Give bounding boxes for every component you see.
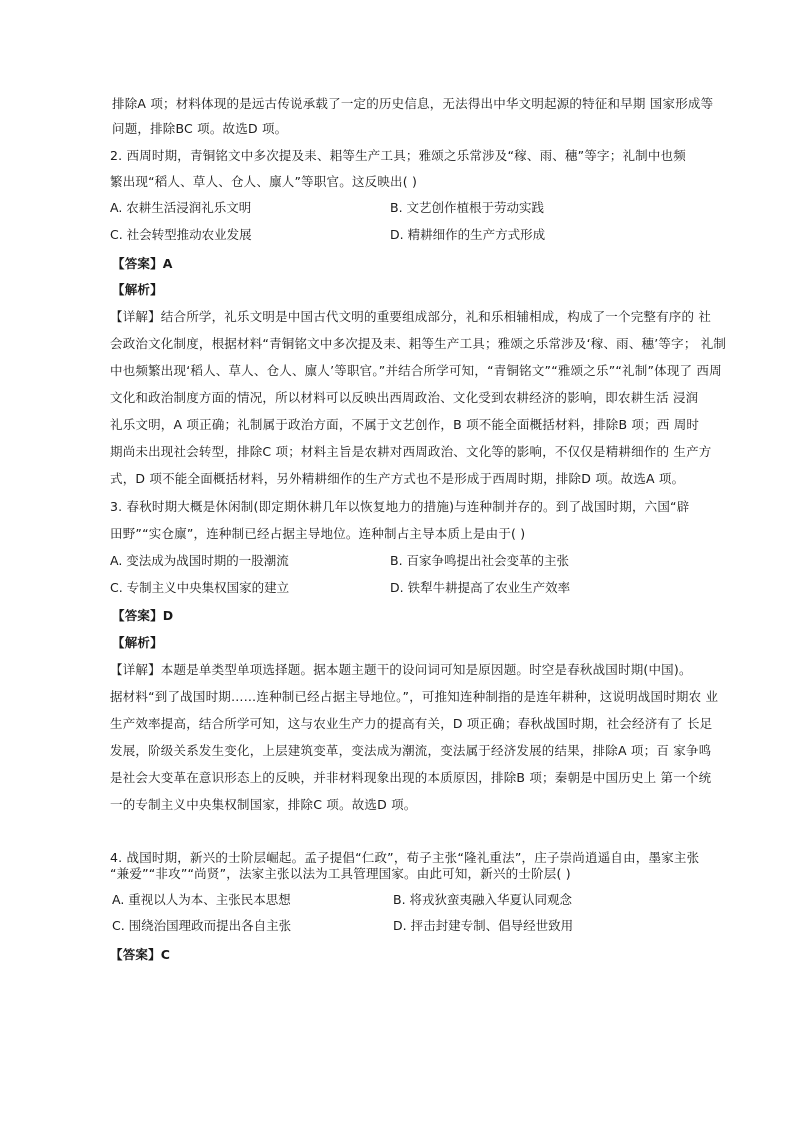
q4-stem-line-1: 4. 战国时期，新兴的士阶层崛起。孟子提倡“仁政”，荀子主张“隆礼重法”，庄子崇尚逍遥自由，墨家主张	[110, 850, 700, 865]
q3-option-a: A. 变法成为战国时期的一股潮流	[110, 553, 289, 568]
q3-detail-line-6: 一的专制主义中央集权制国家，排除C 项。故选D 项。	[110, 797, 417, 812]
q4-option-b: B. 将戎狄蛮夷融入华夏认同观念	[393, 892, 573, 907]
q2-detail-line-1: 【详解】结合所学，礼乐文明是中国古代文明的重要组成部分，礼和乐相辅相成，构成了一个完整有序的 社	[110, 309, 712, 324]
q2-detail-line-4: 文化和政治制度方面的情况，所以材料可以反映出西周政治、文化受到农耕经济的影响，即农耕生活 浸润	[110, 390, 699, 405]
q3-stem-line-2: 田野”“实仓廪”，连种制已经占据主导地位。连种制占主导本质上是由于( )	[110, 526, 526, 541]
q4-option-a: A. 重视以人为本、主张民本思想	[112, 892, 291, 907]
q3-detail-line-1: 【详解】本题是单类型单项选择题。据本题主题干的设问词可知是原因题。时空是春秋战国时期(中国)。	[110, 662, 692, 677]
q4-stem-line-2: “兼爱”“非攻”“尚贤”，法家主张以法为工具管理国家。由此可知，新兴的士阶层( )	[110, 866, 571, 881]
q3-detail-line-4: 发展，阶级关系发生变化，上层建筑变革，变法成为潮流，变法属于经济发展的结果，排除A 项；百 家争鸣	[110, 743, 712, 758]
q2-detail-line-7: 式，D 项不能全面概括材料，另外精耕细作的生产方式也不是形成于西周时期，排除D 项。故选A 项。	[110, 471, 685, 486]
q2-stem-line-1: 2. 西周时期，青铜铭文中多次提及耒、耜等生产工具；雅颂之乐常涉及“稼、雨、穗”等字；礼制中也频	[110, 148, 686, 163]
prev-explanation-line-2: 问题，排除BC 项。故选D 项。	[112, 121, 288, 136]
q3-detail-line-2: 据材料“到了战国时期……连种制已经占据主导地位。”，可推知连种制指的是连年耕种，这说明战国时期农 业	[110, 689, 719, 704]
q2-answer: 【答案】A	[112, 256, 173, 271]
q3-detail-line-3: 生产效率提高，结合所学可知，这与农业生产力的提高有关，D 项正确；春秋战国时期，社会经济有了 长足	[110, 716, 713, 731]
q2-detail-line-3: 中也频繁出现‘稻人、草人、仓人、廪人’等职官。”并结合所学可知，“青铜铭文”“雅颂之乐”“礼制”体现了 西周	[110, 363, 722, 378]
q2-detail-line-2: 会政治文化制度，根据材料“青铜铭文中多次提及耒、耜等生产工具；雅颂之乐常涉及‘稼、雨、穗’等字； 礼制	[110, 336, 727, 351]
q4-option-c: C. 围绕治国理政而提出各自主张	[112, 918, 292, 933]
q3-option-b: B. 百家争鸣提出社会变革的主张	[390, 553, 570, 568]
prev-explanation-line-1: 排除A 项；材料体现的是远古传说承载了一定的历史信息，无法得出中华文明起源的特征和早期 国家形成等	[112, 96, 714, 111]
q2-stem-line-2: 繁出现“稻人、草人、仓人、廪人”等职官。这反映出( )	[110, 174, 418, 189]
q2-option-a: A. 农耕生活浸润礼乐文明	[110, 200, 252, 215]
q4-option-d: D. 抨击封建专制、倡导经世致用	[393, 918, 574, 933]
q3-answer: 【答案】D	[112, 608, 174, 623]
q2-analysis-label: 【解析】	[112, 282, 163, 297]
q2-detail-line-5: 礼乐文明，A 项正确；礼制属于政治方面，不属于文艺创作，B 项不能全面概括材料，排除B 项；西 周时	[110, 417, 700, 432]
q4-answer: 【答案】C	[110, 947, 171, 962]
q2-option-c: C. 社会转型推动农业发展	[110, 227, 252, 242]
q3-detail-line-5: 是社会大变革在意识形态上的反映，并非材料现象出现的本质原因，排除B 项；秦朝是中国历史上 第一个统	[110, 770, 712, 785]
q3-analysis-label: 【解析】	[112, 635, 163, 650]
q3-option-c: C. 专制主义中央集权国家的建立	[110, 580, 290, 595]
q3-stem-line-1: 3. 春秋时期大概是休闲制(即定期休耕几年以恢复地力的措施)与连种制并存的。到了战国时期，六国“辟	[110, 499, 690, 514]
q3-option-d: D. 铁犁牛耕提高了农业生产效率	[390, 580, 571, 595]
q2-detail-line-6: 期尚未出现社会转型，排除C 项；材料主旨是农耕对西周政治、文化等的影响，不仅仅是精耕细作的 生产方	[110, 444, 712, 459]
q2-option-b: B. 文艺创作植根于劳动实践	[390, 200, 545, 215]
q2-option-d: D. 精耕细作的生产方式形成	[390, 227, 546, 242]
